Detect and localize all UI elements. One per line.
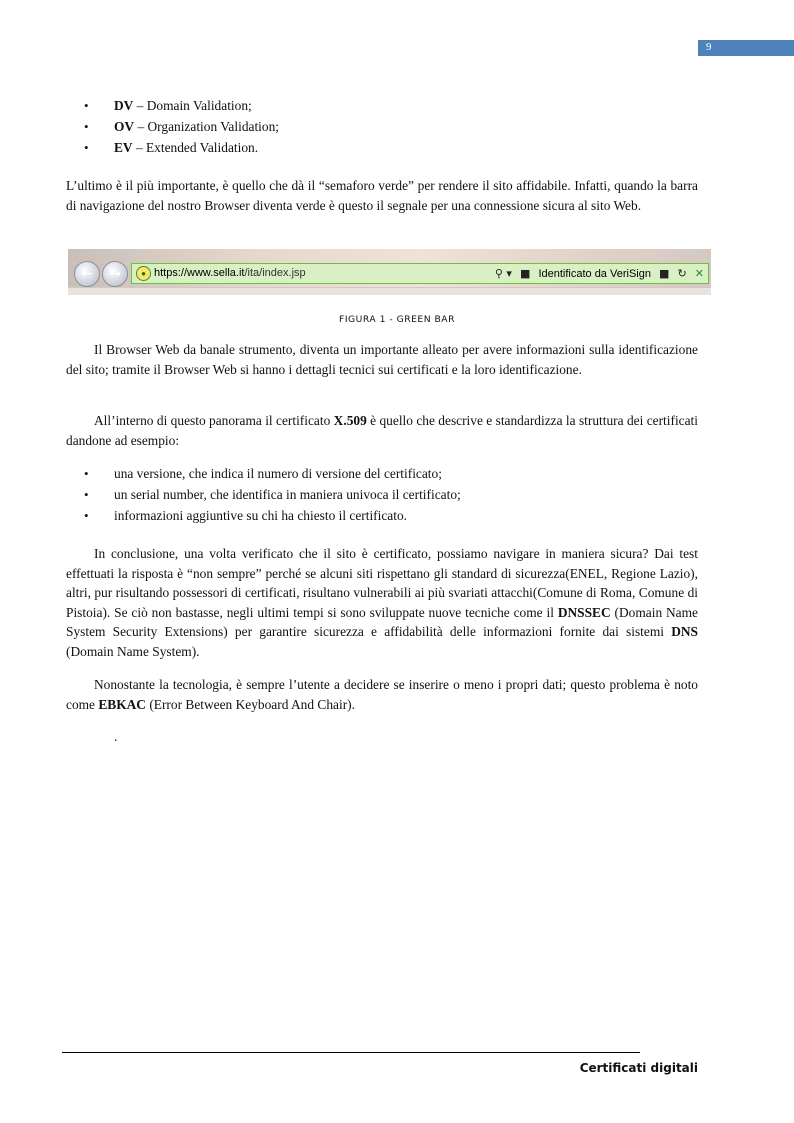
bold-term: EBKAC: [98, 696, 146, 712]
certificate-fields-block: [66, 464, 698, 527]
list-item: [66, 96, 698, 117]
list-desc: – Organization Validation;: [134, 119, 280, 134]
url-text: [154, 264, 306, 283]
list-desc: – Extended Validation.: [132, 140, 259, 155]
list-item: [66, 117, 698, 138]
identity-label: Identificato da VeriSign: [538, 268, 651, 280]
url-host: https://www.sella.it: [154, 267, 245, 279]
paragraph-ev: [66, 176, 698, 215]
certificate-fields-list: [66, 464, 698, 527]
paragraph-ebkac: [66, 675, 698, 714]
url-path: /ita/index.jsp: [244, 267, 306, 279]
browser-menu-strip: [68, 287, 711, 295]
footer-title: Certificati digitali: [579, 1061, 698, 1075]
refresh-icon: ↻: [677, 267, 687, 280]
lock-small-icon: ■: [659, 267, 670, 280]
site-favicon-icon: ●: [136, 266, 151, 281]
list-term: OV: [114, 119, 135, 134]
list-item: • una versione, che indica il numero di versione del certificato;: [66, 464, 698, 485]
browser-screenshot: [68, 249, 711, 295]
paragraph-text: In conclusione, una volta verificato che il sito è certificato, possiamo navigare in maniera sicura? Dai test effettuati la risposta è “non sempre” perché se alcuni siti rispettano gli standard di sicurezza(ENEL, Regione Lazio), altri, pur risultando possessori di certificati, risultano vulnerabili ai più svariati attacchi(Comune di Roma, Comune di Pistoia). Se ciò non bastasse, negli ultimi tempi si sono sviluppate nuove tecniche come il DNSSEC (Domain Name System Security Extensions) per garantire sicurezza e affidabilità delle informazioni fornite dai sistemi DNS (Domain Name System).: [66, 546, 698, 659]
paragraph-text: L’ultimo è il più importante, è quello che dà il “semaforo verde” per rendere il sito affidabile. Infatti, quando la barra di navigazione del nostro Browser diventa verde è questo il segnale per una connessione sicura al sito Web.: [66, 178, 698, 213]
validation-list-block: [66, 96, 698, 159]
paragraph-x509: [66, 411, 698, 450]
page-number: 9: [706, 41, 712, 53]
paragraph-browser: [66, 340, 698, 379]
bold-term: DNS: [671, 624, 698, 639]
paragraph-text: Nonostante la tecnologia, è sempre l’utente a decidere se inserire o meno i propri dati; questo problema è noto come EBKAC (Error Between Keyboard And Chair).: [66, 677, 698, 712]
lock-icon: ■: [519, 267, 531, 280]
magnifier-icon: ⚲ ▾: [494, 267, 512, 280]
trailing-dot: .: [114, 729, 118, 744]
list-term: DV: [114, 98, 134, 113]
list-item: [66, 138, 698, 159]
validation-list: [66, 96, 698, 159]
bold-term: DNSSEC: [557, 604, 611, 620]
forward-icon: →: [102, 261, 128, 287]
paragraph-text: Il Browser Web da banale strumento, diventa un importante alleato per avere informazioni sulla identificazione del sito; tramite il Browser Web si hanno i dettagli tecnici sui certificati e la loro identificazione.: [66, 342, 698, 377]
list-term: EV: [114, 140, 133, 155]
stop-icon: ✕: [694, 267, 704, 280]
paragraph-text: All’interno di questo panorama il certificato X.509 è quello che descrive e standardizza la struttura dei certificati dandone ad esempio:: [66, 413, 698, 448]
address-bar: [131, 263, 709, 284]
list-item: • informazioni aggiuntive su chi ha chiesto il certificato.: [66, 506, 698, 527]
page-number-tab: [698, 40, 794, 56]
back-icon: ←: [74, 261, 100, 287]
list-item: • un serial number, che identifica in maniera univoca il certificato;: [66, 485, 698, 506]
list-desc: – Domain Validation;: [133, 98, 252, 113]
figure-caption: FIGURA 1 - GREEN BAR: [339, 314, 455, 325]
paragraph-conclusion: [66, 544, 698, 661]
bold-term: X.509: [333, 413, 367, 428]
footer-divider: [62, 1052, 640, 1053]
address-bar-tools: [490, 264, 704, 284]
